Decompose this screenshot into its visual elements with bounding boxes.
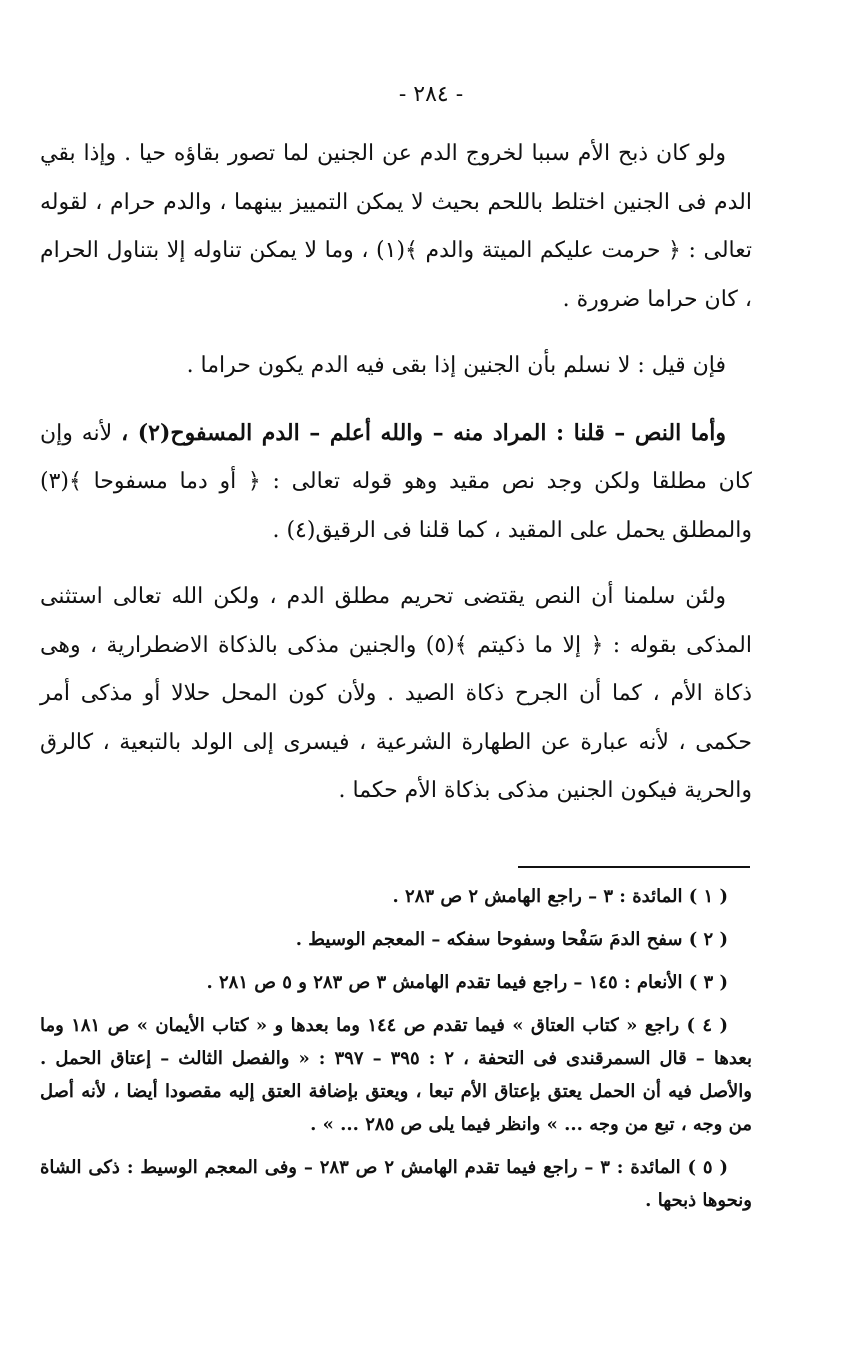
footnote-divider bbox=[518, 866, 750, 868]
footnote-4: ( ٤ ) راجع « كتاب العتاق » فيما تقدم ص ١٤٤ وما بعدها و « كتاب الأيمان » ص ١٨١ وما بعدها – قال السمرقندى فى التحفة ، ٢ : ٣٩٥ – ٣٩٧ : « والفصل الثالث – إعتاق الحمل . والأصل فيه أن الحمل يعتق بإعتاق الأم تبعا ، ويعتق بإضافة العتق إليه مقصودا أيضا ، لأنه أصل من وجه ، تبع من وجه ... » وانظر فيما يلى ص ٢٨٥ ... » . bbox=[40, 1015, 752, 1135]
paragraph-3 bbox=[40, 409, 752, 556]
paragraph-3-text: لأنه وإن كان مطلقا ولكن وجد نص مقيد وهو قوله تعالى : ﴿ أو دما مسفوحا ﴾(٣) والمطلق يحمل على المقيد ، كما قلنا فى الرقيق(٤) . bbox=[40, 420, 752, 543]
paragraph-4 bbox=[40, 573, 752, 816]
footnote-5: ( ٥ ) المائدة : ٣ – راجع فيما تقدم الهامش ٢ ص ٢٨٣ – وفى المعجم الوسيط : ذكى الشاة ونحوها ذبحها . bbox=[40, 1157, 752, 1211]
main-text bbox=[40, 130, 752, 834]
paragraph-3-lead: وأما النص – قلنا : المراد منه – والله أعلم – الدم المسفوح(٢) ، bbox=[121, 419, 726, 446]
footnotes bbox=[40, 880, 752, 1227]
paragraph-2-text: فإن قيل : لا نسلم بأن الجنين إذا بقى فيه الدم يكون حراما . bbox=[186, 353, 726, 378]
footnote-3: ( ٣ ) الأنعام : ١٤٥ – راجع فيما تقدم الهامش ٣ ص ٢٨٣ و ٥ ص ٢٨١ . bbox=[206, 972, 728, 993]
footnote-2: ( ٢ ) سفح الدمَ سَفْحا وسفوحا سفكه – المعجم الوسيط . bbox=[295, 929, 728, 950]
page-number: - ٢٨٤ - bbox=[398, 82, 464, 107]
paragraph-1 bbox=[40, 130, 752, 324]
footnote-1: ( ١ ) المائدة : ٣ – راجع الهامش ٢ ص ٢٨٣ . bbox=[392, 886, 728, 907]
paragraph-1-text: ولو كان ذبح الأم سببا لخروج الدم عن الجنين لما تصور بقاؤه حيا . وإذا بقي الدم فى الجنين اختلط باللحم بحيث لا يمكن التمييز بينهما ، والدم حرام ، لقوله تعالى : ﴿ حرمت عليكم الميتة والدم ﴾(١) ، وما لا يمكن تناوله إلا بتناول الحرام ، كان حراما ضرورة . bbox=[40, 141, 752, 312]
paragraph-4-text: ولئن سلمنا أن النص يقتضى تحريم مطلق الدم ، ولكن الله تعالى استثنى المذكى بقوله : ﴿ إلا ما ذكيتم ﴾(٥) والجنين مذكى بالذكاة الاضطرارية ، وهى ذكاة الأم ، كما أن الجرح ذكاة الصيد . ولأن كون المحل حلالا أو مذكى أمر حكمى ، لأنه عبارة عن الطهارة الشرعية ، فيسرى إلى الولد بالتبعية ، كالرق والحرية فيكون الجنين مذكى بذكاة الأم حكما . bbox=[40, 584, 752, 803]
paragraph-2 bbox=[40, 342, 752, 391]
